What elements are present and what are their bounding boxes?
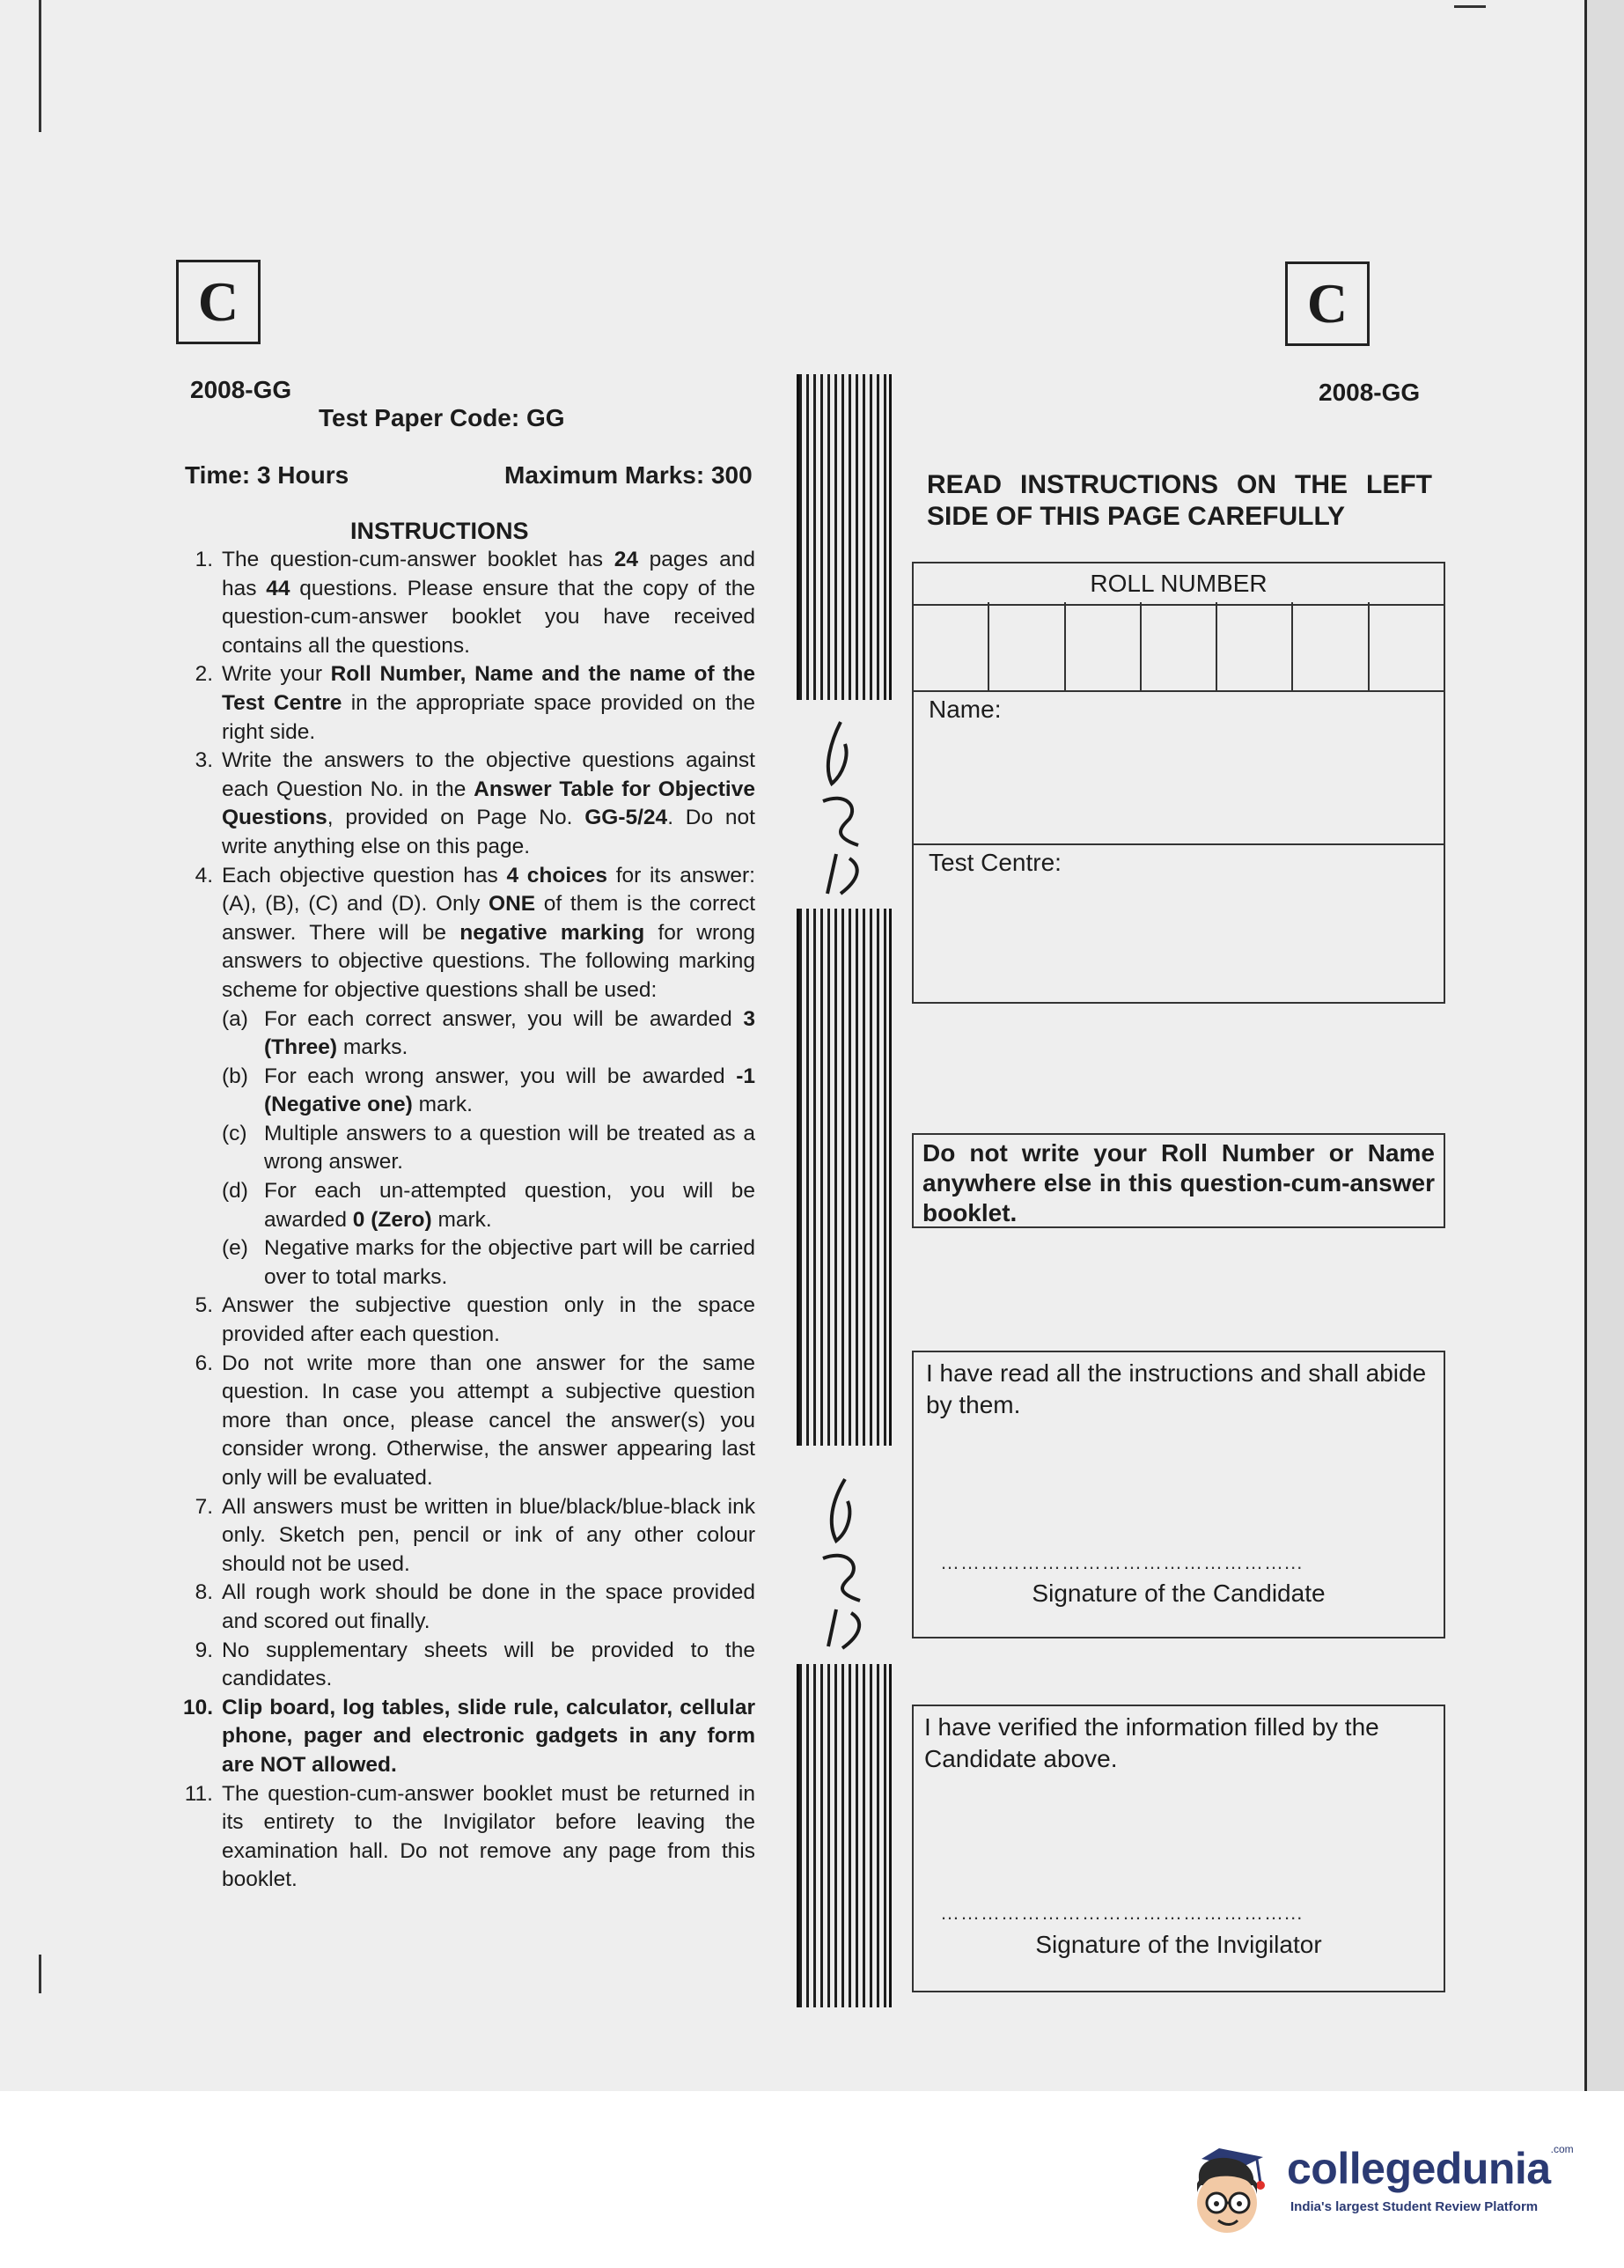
handwritten-initials — [797, 1453, 892, 1655]
scan-mark — [39, 1955, 41, 1993]
name-field[interactable] — [912, 690, 1445, 845]
read-instructions-notice: READ INSTRUCTIONS ON THE LEFT SIDE OF THIS PAGE CAREFULLY — [927, 470, 1432, 531]
marking-scheme-item: (c) Multiple answers to a question will be treated as a wrong answer. — [222, 1121, 755, 1174]
roll-digit-cell[interactable] — [1293, 602, 1369, 692]
page-right-edge — [1584, 0, 1624, 2091]
binding-strip — [797, 909, 892, 1446]
warning-text: Do not write your Roll Number or Name anywhere else in this question-cum-answer booklet. — [922, 1139, 1435, 1226]
invigilator-declaration-box — [912, 1705, 1445, 1992]
roll-digit-cell[interactable] — [1066, 602, 1142, 692]
maximum-marks: Maximum Marks: 300 — [504, 461, 753, 489]
logo-tagline: India's largest Student Review Platform — [1290, 2199, 1539, 2214]
instruction-item: 11. The question-cum-answer booklet must be returned in its entirety to the Invigilator before leaving the examination hall. Do not remove any page from this booklet. — [184, 1781, 755, 1892]
instruction-item: 8. All rough work should be done in the space provided and scored out finally. — [195, 1580, 755, 1633]
candidate-signature-line[interactable]: ……………………………………………... — [940, 1551, 1304, 1573]
logo-superscript: .com — [1550, 2143, 1574, 2155]
booklet-code-letter: C — [197, 270, 239, 333]
roll-number-header — [912, 562, 1445, 606]
instruction-item: 9. No supplementary sheets will be provided to the candidates. — [195, 1638, 755, 1691]
instructions-title: INSTRUCTIONS — [350, 518, 529, 544]
marking-scheme-item: (e) Negative marks for the objective part will be carried over to total marks. — [222, 1236, 755, 1289]
logo-name: collegedunia — [1287, 2144, 1551, 2193]
scan-mark — [1454, 5, 1486, 8]
marking-scheme-item: (d) For each un-attempted question, you will be awarded 0 (Zero) mark. — [222, 1179, 755, 1232]
instruction-item: 5. Answer the subjective question only in the space provided after each question. — [195, 1293, 755, 1347]
invigilator-signature-line[interactable]: ……………………………………………... — [940, 1902, 1304, 1924]
instruction-item: 2. Write your Roll Number, Name and the name of the Test Centre in the appropriate space provided on the right side. — [195, 662, 756, 744]
candidate-signature-label: Signature of the Candidate — [1032, 1580, 1326, 1607]
instruction-item: 1. The question-cum-answer booklet has 24 pages and has 44 questions. Please ensure that the copy of the question-cum-answer booklet you have received contains all the questions. — [195, 548, 755, 658]
warning-box — [912, 1133, 1445, 1228]
test-centre-label: Test Centre: — [929, 849, 1062, 876]
collegedunia-logo — [1287, 2143, 1574, 2194]
booklet-code-box-left — [176, 260, 261, 344]
roll-number-grid — [912, 602, 1445, 692]
binding-strip — [797, 374, 892, 700]
binding-strip — [797, 1664, 892, 2007]
roll-digit-cell[interactable] — [914, 602, 989, 692]
roll-digit-cell[interactable] — [989, 602, 1065, 692]
invigilator-signature-label: Signature of the Invigilator — [1035, 1931, 1322, 1958]
marking-scheme-item: (a) For each correct answer, you will be awarded 3 (Three) marks. — [222, 1006, 755, 1060]
instruction-item: 10. Clip board, log tables, slide rule, calculator, cellular phone, pager and electronic gadgets in any form are NOT allowed. — [182, 1695, 755, 1777]
test-centre-field[interactable] — [912, 843, 1445, 1004]
booklet-code-box-right — [1285, 261, 1370, 346]
instruction-item: 6. Do not write more than one answer for the same question. In case you attempt a subjective question more than once, please cancel the answer(s) you consider wrong. Otherwise, the answer appearing last only will be evaluated. — [195, 1351, 755, 1490]
invigilator-declaration-text: I have verified the information filled by the Candidate above. — [924, 1713, 1379, 1772]
instruction-item: 7. All answers must be written in blue/black/blue-black ink only. Sketch pen, pencil or ink of any other colour should not be used. — [195, 1494, 755, 1576]
candidate-declaration-text: I have read all the instructions and shall abide by them. — [926, 1359, 1427, 1418]
booklet-code-letter: C — [1306, 272, 1348, 335]
roll-number-label: ROLL NUMBER — [1090, 570, 1268, 597]
year-code-right: 2008-GG — [1319, 379, 1421, 406]
instruction-item: 4. Each objective question has 4 choices for its answer: (A), (B), (C) and (D). Only ONE of them is the correct answer. There will be negative marking for wrong answers to objective questions. The following marking scheme for objective questions shall be used: (a) For each correct answer, you will be awarded 3 (Three) marks. (b) For each wrong answer, you will be awarded -1 (Negative one) mark. (c) Multiple answers to a question will be treated as a wrong answer. (d) For each un-attempted question, you will be awarded 0 (Zero) mark. (e) Negative marks for the objective part will be carried over to total marks. — [173, 862, 755, 1292]
marking-scheme-item: (b) For each wrong answer, you will be awarded -1 (Negative one) mark. — [222, 1064, 755, 1117]
candidate-declaration-box — [912, 1351, 1445, 1638]
instructions-list — [173, 546, 755, 1895]
name-label: Name: — [929, 696, 1002, 723]
year-code-left: 2008-GG — [190, 376, 292, 403]
roll-digit-cell[interactable] — [1217, 602, 1293, 692]
test-paper-code: Test Paper Code: GG — [319, 404, 565, 431]
scan-mark — [39, 0, 41, 132]
instruction-item: 3. Write the answers to the objective questions against each Question No. in the Answer Table for Objective Questions, provided on Page No. GG-5/24. Do not write anything else on this page. — [195, 748, 755, 858]
exam-time: Time: 3 Hours — [185, 461, 349, 489]
roll-digit-cell[interactable] — [1142, 602, 1217, 692]
collegedunia-mascot-icon — [1179, 2131, 1285, 2245]
handwritten-initials — [797, 704, 892, 907]
roll-digit-cell[interactable] — [1370, 602, 1444, 692]
